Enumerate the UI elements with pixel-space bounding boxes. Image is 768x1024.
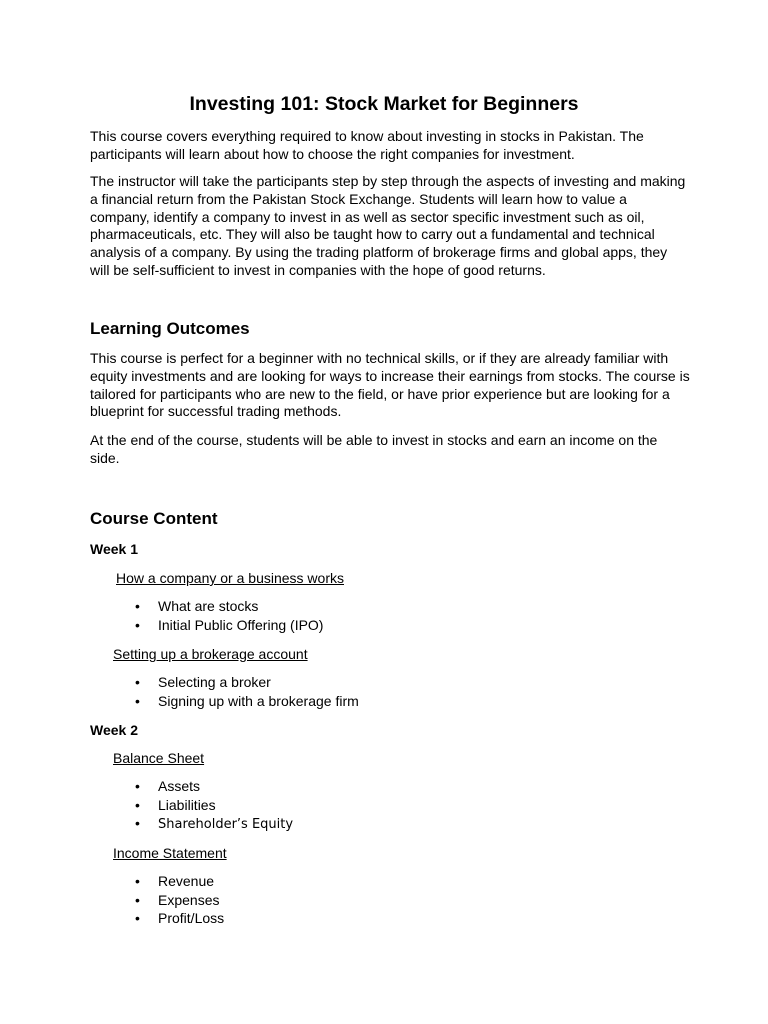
bullet-icon: •: [135, 616, 140, 633]
list-item: • Profit/Loss: [135, 910, 225, 927]
week-1-topic-1-title: How a company or a business works: [116, 570, 344, 586]
list-item: • Signing up with a brokerage firm: [135, 692, 359, 709]
list-item: • Selecting a broker: [135, 674, 271, 690]
list-item: • Initial Public Offering (IPO): [135, 616, 324, 633]
week-1-label: Week 1: [90, 541, 138, 557]
week-1-topic-2-list: [134, 673, 359, 710]
bullet-icon: •: [135, 674, 140, 690]
week-2-label: Week 2: [90, 722, 138, 738]
list-item: • Revenue: [135, 873, 215, 889]
bullet-icon: •: [135, 796, 140, 813]
bullet-icon: •: [135, 692, 140, 709]
week-2-topic-1-title: Balance Sheet: [113, 750, 205, 766]
learning-outcomes-heading: Learning Outcomes: [90, 319, 250, 338]
list-item: • Assets: [135, 778, 201, 794]
week-2-topic-2-title: Income Statement: [113, 845, 227, 861]
bullet-icon: •: [135, 815, 140, 832]
intro-paragraph-2: The instructor will take the participants step by step through the aspects of investing and making a financial return from the Pakistan Stock Exchange. Students will learn how to value a company, identify a company to invest in as well as sector specific investment such as oil, pharmaceuticals, etc. They will also be taught how to carry out a fundamental and technical analysis of a company. By using the trading platform of brokerage firms and global apps, they will be self-sufficient to invest in companies with the hope of good returns.: [90, 173, 686, 278]
bullet-icon: •: [135, 873, 140, 889]
bullet-icon: •: [135, 598, 140, 614]
list-item: • Shareholder’s Equity: [135, 815, 294, 833]
list-item: • Expenses: [135, 891, 220, 908]
week-2-topic-2-list: [134, 872, 224, 928]
course-content-heading: Course Content: [90, 509, 218, 528]
week-1-topic-2-title: Setting up a brokerage account: [113, 646, 308, 662]
week-1-topic-1-list: [134, 597, 323, 634]
list-item: • Liabilities: [135, 796, 216, 813]
intro-paragraph-1: This course covers everything required to know about investing in stocks in Pakistan. The participants will learn about how to choose the right companies for investment.: [90, 128, 644, 162]
bullet-icon: •: [135, 891, 140, 908]
list-item: • What are stocks: [135, 598, 259, 614]
bullet-icon: •: [135, 778, 140, 794]
document-title: Investing 101: Stock Market for Beginners: [189, 93, 579, 115]
week-2-topic-1-list: [134, 777, 293, 833]
learning-outcomes-paragraph-1: This course is perfect for a beginner with no technical skills, or if they are already familiar with equity investments and are looking for ways to increase their earnings from stocks. The course is tailored for participants who are new to the field, or have prior experience but are looking for a blueprint for successful trading methods.: [90, 350, 690, 420]
learning-outcomes-paragraph-2: At the end of the course, students will be able to invest in stocks and earn an income on the side.: [90, 432, 658, 466]
bullet-icon: •: [135, 910, 140, 927]
